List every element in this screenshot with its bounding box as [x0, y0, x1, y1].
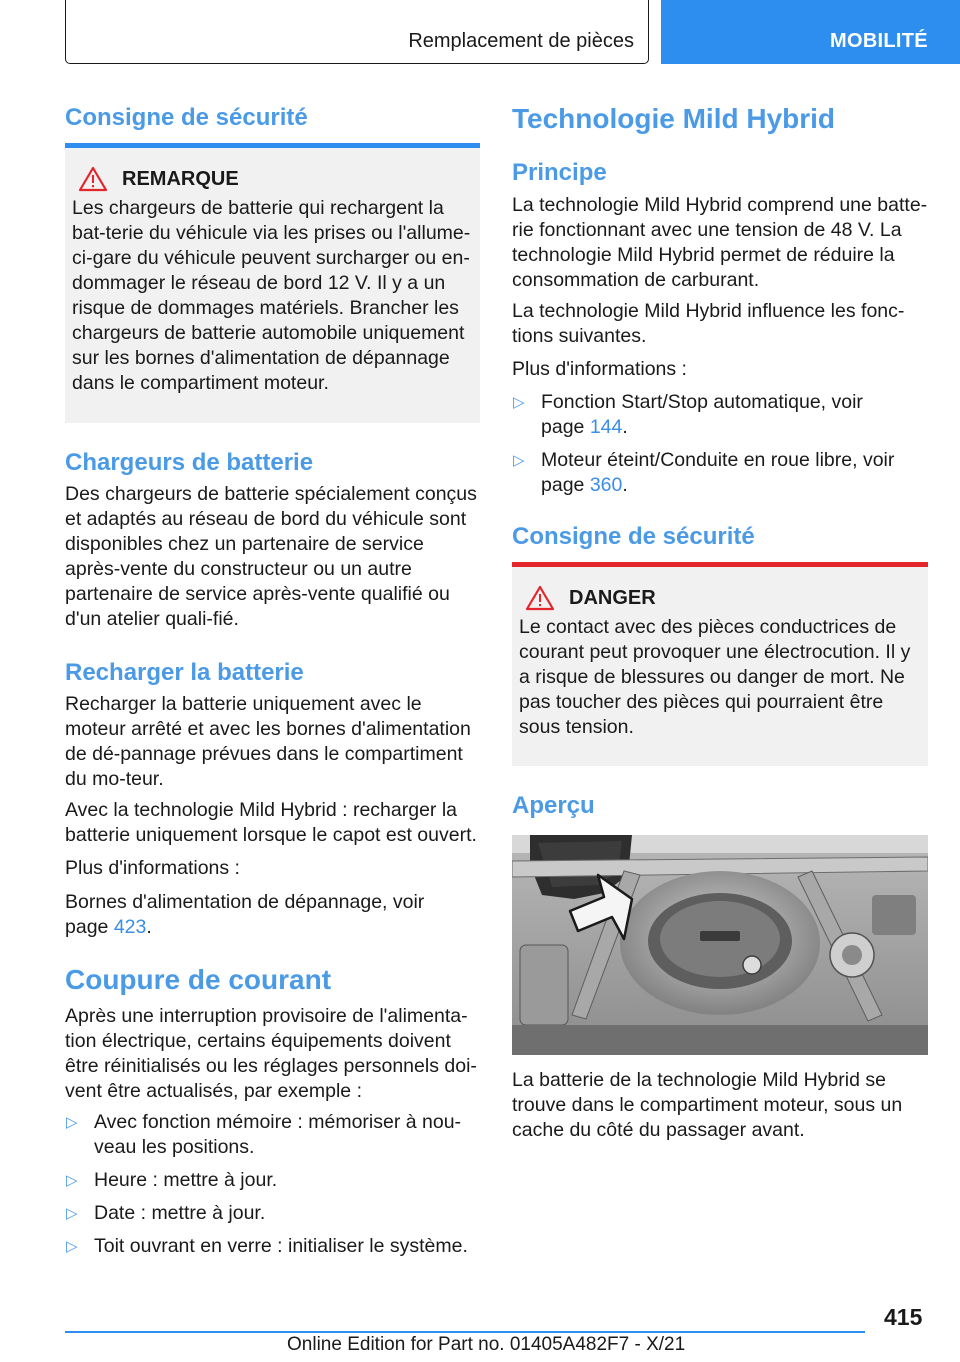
- recharge-p4: Bornes d'alimentation de dépannage, voir page 423.: [65, 891, 425, 938]
- engine-compartment-photo: [512, 835, 928, 1055]
- recharge-p4-page-word: page: [65, 916, 109, 938]
- power-cut-list: [65, 1110, 480, 1259]
- warning-triangle-icon: [525, 585, 555, 611]
- recharge-p3: Plus d'informations :: [65, 857, 240, 879]
- power-cut-text: Après une interruption provisoire de l'alimenta-tion électrique, certains équipements doivent être réinitialisés ou les réglages personnels doi-vent être actualisés, par exemple :: [65, 1005, 477, 1102]
- bullet-triangle-icon: ▷: [66, 1172, 78, 1189]
- header-section-title: Remplacement de pièces: [408, 30, 634, 52]
- list-item: ▷ Toit ouvrant en verre : initialiser le système.: [66, 1235, 468, 1257]
- page-number: 415: [884, 1304, 923, 1330]
- recharge-p2: Avec la technologie Mild Hybrid : recharger la batterie uniquement lorsque le capot est ouvert.: [65, 799, 477, 846]
- principle-list: [512, 390, 928, 498]
- warning-triangle-icon: [78, 166, 108, 192]
- header-chapter-label: MOBILITÉ: [830, 30, 928, 52]
- header-section-box: [65, 0, 649, 64]
- chargers-text: Des chargeurs de batterie spécialement conçus et adaptés au réseau de bord du véhicule sont disponibles chez un partenaire de service après-vente du constructeur ou un autre partenaire de service après-vente qualifié ou d'un atelier quali-fié.: [65, 483, 477, 630]
- remark-notice-box: [65, 143, 480, 423]
- bullet-triangle-icon: ▷: [513, 394, 525, 411]
- recharge-p1: Recharger la batterie uniquement avec le moteur arrêté et avec les bornes d'alimentation de dé-pannage prévues dans le compartiment du mo-teur.: [65, 693, 471, 790]
- page-link-423[interactable]: 423: [113, 916, 147, 938]
- bullet-triangle-icon: ▷: [66, 1205, 78, 1222]
- overview-title: Aperçu: [512, 792, 595, 819]
- principle-p3: Plus d'informations :: [512, 358, 687, 380]
- page-link-360[interactable]: 360: [589, 474, 623, 496]
- footer-divider: [65, 1331, 865, 1333]
- bullet-triangle-icon: ▷: [66, 1114, 78, 1131]
- bullet-triangle-icon: ▷: [513, 452, 525, 469]
- bullet-triangle-icon: ▷: [66, 1238, 78, 1255]
- danger-text: Le contact avec des pièces conductrices de courant peut provoquer une électrocution. Il y a risque de blessures ou danger de mort. Ne pas toucher des pièces qui pourraient être sous tension.: [519, 616, 911, 738]
- overview-caption: La batterie de la technologie Mild Hybrid se trouve dans le compartiment moteur, sous un cache du côté du passager avant.: [512, 1069, 903, 1141]
- right-safety-title: Consigne de sécurité: [512, 523, 755, 550]
- danger-title: DANGER: [569, 586, 656, 609]
- list-item: ▷ Moteur éteint/Conduite en roue libre, voir page 360.: [513, 449, 895, 496]
- remark-text: Les chargeurs de batterie qui rechargent la bat-terie du véhicule via les prises ou l'allume-ci-gare du véhicule peuvent surcharger ou en-dommager le réseau de bord 12 V. Il y a un risque de dommages matériels. Brancher les chargeurs de batterie automobile uniquement sur les bornes d'alimentation de dépannage dans le compartiment moteur.: [72, 197, 471, 394]
- list-item: ▷ Heure : mettre à jour.: [66, 1169, 278, 1191]
- footer-edition-text: Online Edition for Part no. 01405A482F7 - X/21: [287, 1334, 686, 1355]
- chargers-title: Chargeurs de batterie: [65, 449, 314, 476]
- principle-title: Principe: [512, 159, 607, 186]
- page-link-144[interactable]: 144: [589, 416, 623, 438]
- principle-p1: La technologie Mild Hybrid comprend une batte-rie fonctionnant avec une tension de 48 V. La technologie Mild Hybrid permet de réduire la consommation de carburant.: [512, 194, 928, 291]
- list-item: ▷ Fonction Start/Stop automatique, voir page 144.: [513, 391, 863, 438]
- recharge-title: Recharger la batterie: [65, 659, 304, 686]
- list-item: ▷ Avec fonction mémoire : mémoriser à nou-veau les positions.: [66, 1111, 462, 1158]
- danger-notice-box: [512, 562, 928, 766]
- power-cut-title: Coupure de courant: [65, 964, 332, 995]
- principle-p2: La technologie Mild Hybrid influence les fonc-tions suivantes.: [512, 300, 905, 347]
- recharge-p4-text: Bornes d'alimentation de dépannage, voir: [65, 891, 425, 913]
- list-item: ▷ Date : mettre à jour.: [66, 1202, 266, 1224]
- left-safety-title: Consigne de sécurité: [65, 104, 308, 131]
- mild-hybrid-title: Technologie Mild Hybrid: [512, 103, 836, 134]
- remark-title: REMARQUE: [122, 167, 239, 190]
